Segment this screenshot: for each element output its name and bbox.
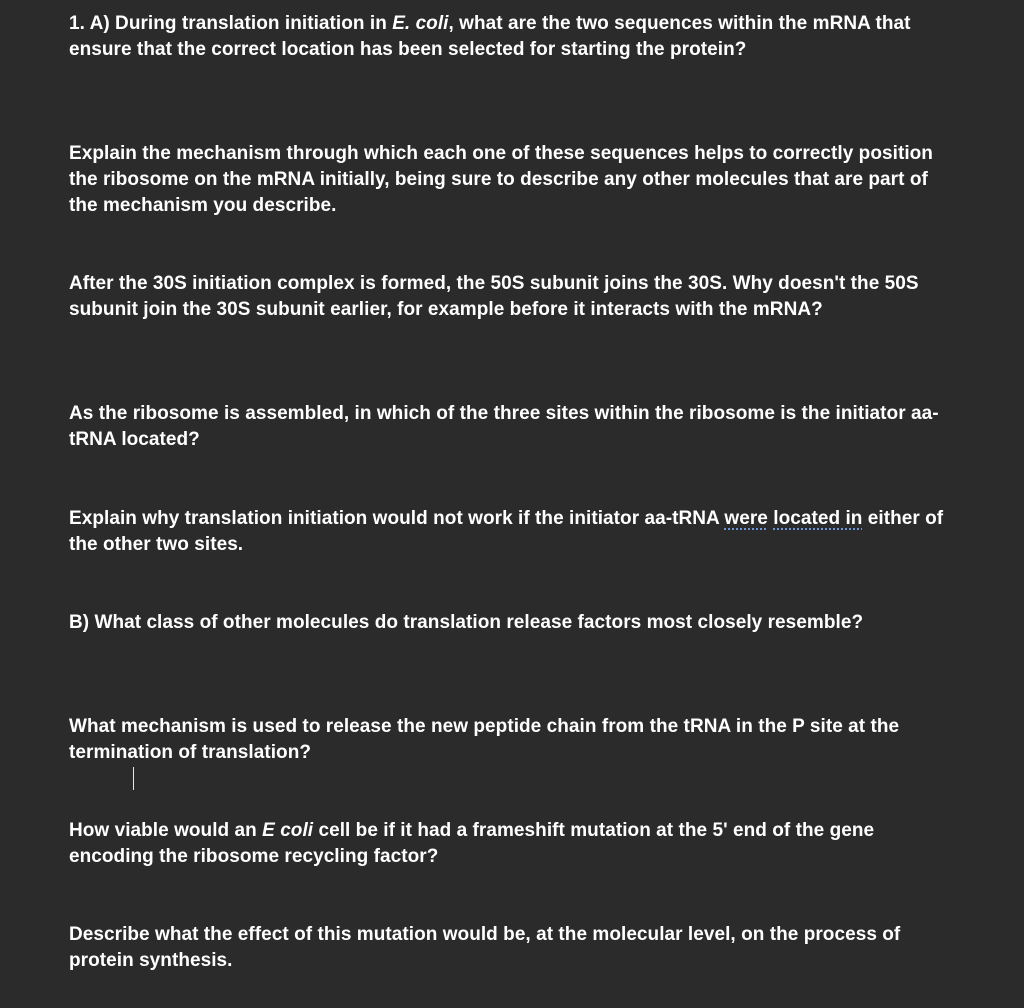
question-50s-subunit: After the 30S initiation complex is formed, the 50S subunit joins the 30S. Why doesn't the 50S subunit join the 30S subunit earlier, for example before it interacts with the mRNA? (69, 273, 919, 320)
question-1b-release-factors: B) What class of other molecules do translation release factors most closely resemble? (69, 612, 864, 633)
question-other-sites (69, 506, 949, 558)
question-mechanism: Explain the mechanism through which each one of these sequences helps to correctly position the ribosome on the mRNA initially, being sure to describe any other molecules that are part of the mechanism you describe. (69, 143, 933, 216)
question-initiator-site: As the ribosome is assembled, in which of the three sites within the ribosome is the initiator aa-tRNA located? (69, 403, 939, 450)
question-1a (69, 11, 949, 63)
e-coli-italic: E. coli (392, 13, 449, 34)
question-1a-text-start: 1. A) During translation initiation in (69, 13, 393, 34)
e-coli-italic-2: E coli (262, 820, 314, 841)
question-other-sites-text-start: Explain why translation initiation would not work if the initiator aa-tRNA (69, 508, 725, 529)
spellcheck-word-were[interactable]: were (724, 508, 768, 529)
question-frameshift (69, 818, 949, 870)
question-frameshift-text-start: How viable would an (69, 820, 263, 841)
question-1a-text-end: , what are the two sequences within the mRNA that ensure that the correct location has been selected for starting the protein? (69, 13, 911, 60)
question-other-sites-text-end: either of the other two sites. (69, 508, 944, 555)
text-cursor[interactable] (133, 767, 134, 790)
question-mutation-effect: Describe what the effect of this mutation would be, at the molecular level, on the process of protein synthesis. (69, 924, 901, 971)
question-frameshift-text-end: cell be if it had a frameshift mutation at the 5' end of the gene encoding the ribosome recycling factor? (69, 820, 875, 867)
question-peptide-release: What mechanism is used to release the new peptide chain from the tRNA in the P site at the termination of translation? (69, 716, 900, 763)
spellcheck-phrase-located-in[interactable]: located in (773, 508, 863, 529)
